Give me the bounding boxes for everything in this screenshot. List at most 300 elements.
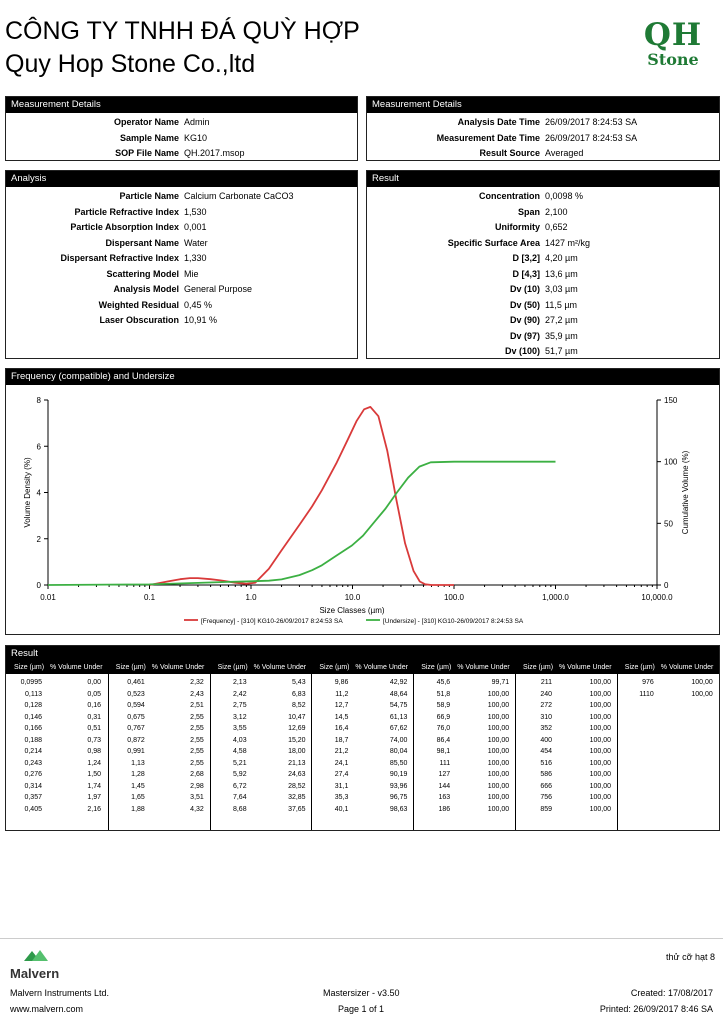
cell-volume: 3,51 — [190, 794, 204, 801]
cell-volume: 2,55 — [190, 725, 204, 732]
cell-size: 163 — [438, 794, 451, 801]
cell-volume: 100,00 — [487, 690, 510, 698]
kv-key: Specific Surface Area — [447, 237, 540, 248]
col-header-size: Size (µm) — [319, 664, 350, 671]
cell-volume: 28,52 — [288, 782, 306, 790]
cell-size: 5,92 — [232, 771, 247, 778]
y-tick-label: 2 — [36, 534, 41, 544]
cell-size: 16,4 — [334, 725, 349, 732]
kv-value: 0,45 % — [184, 299, 213, 310]
cell-size: 0,146 — [24, 713, 42, 721]
kv-value: 35,9 µm — [545, 330, 578, 341]
cell-size: 21,2 — [334, 748, 349, 755]
cell-volume: 100,00 — [589, 713, 611, 721]
cell-volume: 100,00 — [691, 679, 713, 686]
y-tick-label: 0 — [36, 581, 41, 590]
cell-size: 9,86 — [334, 679, 349, 686]
kv-row — [6, 282, 357, 298]
cell-size: 0,675 — [127, 713, 145, 721]
cell-volume: 2,98 — [190, 782, 204, 790]
cell-size: 8,68 — [232, 805, 247, 813]
col-header-size: Size (µm) — [421, 664, 452, 671]
measurement-details-left-panel — [5, 96, 358, 161]
cell-size: 7,64 — [232, 794, 247, 801]
kv-key: Laser Obscuration — [99, 315, 179, 325]
kv-key: Dv (97) — [509, 330, 540, 341]
kv-row — [367, 115, 719, 131]
cell-size: 272 — [540, 702, 552, 709]
cell-volume: 8,52 — [291, 702, 306, 709]
cell-size: 1,13 — [131, 759, 145, 767]
kv-list — [367, 189, 719, 360]
cell-volume: 2,51 — [190, 702, 204, 709]
kv-value: Admin — [184, 117, 210, 127]
cell-size: 58,9 — [436, 702, 451, 709]
cell-volume: 67,62 — [389, 725, 408, 732]
x-tick-label: 1,000.0 — [542, 593, 569, 602]
kv-value: 0,652 — [545, 222, 568, 232]
cell-size: 0,461 — [127, 679, 145, 686]
y2-axis-label: Cumulative Volume (%) — [681, 450, 690, 535]
cell-volume: 2,55 — [190, 736, 204, 744]
cell-volume: 100,00 — [487, 771, 510, 778]
kv-value: QH.2017.msop — [184, 148, 245, 158]
cell-volume: 0,73 — [87, 736, 101, 744]
kv-row — [6, 189, 357, 205]
kv-key: Particle Absorption Index — [70, 222, 179, 232]
cell-size: 4,03 — [232, 736, 247, 744]
x-tick-label: 100.0 — [443, 593, 465, 602]
panel-title: Measurement Details — [6, 97, 357, 113]
kv-row — [6, 298, 357, 314]
cell-volume: 96,75 — [389, 794, 408, 801]
cell-volume: 100,00 — [589, 725, 611, 732]
y2-tick-label: 50 — [664, 519, 673, 529]
cell-size: 1110 — [639, 690, 654, 698]
cell-volume: 85,50 — [389, 759, 408, 767]
table-column — [515, 674, 618, 830]
cell-size: 5,21 — [232, 759, 247, 767]
kv-row — [6, 220, 357, 236]
kv-row — [367, 220, 719, 236]
result-panel — [366, 170, 720, 359]
malvern-brand: Malvern — [10, 966, 60, 981]
kv-value: 13,6 µm — [545, 268, 578, 279]
table-column — [617, 674, 720, 830]
kv-row — [6, 131, 357, 147]
kv-value: 11,5 µm — [545, 299, 578, 310]
col-header-volume: % Volume Under — [151, 664, 205, 671]
kv-value: 0,001 — [184, 222, 207, 232]
cell-volume: 100,00 — [589, 679, 611, 686]
cell-size: 18,7 — [334, 736, 349, 744]
cell-size: 859 — [540, 805, 552, 813]
footer-divider — [0, 938, 723, 939]
chart-panel — [5, 368, 720, 635]
cell-size: 1,28 — [131, 771, 145, 778]
cell-size: 66,9 — [436, 713, 451, 721]
cell-size: 400 — [540, 736, 552, 744]
kv-key: Particle Name — [119, 191, 179, 201]
kv-value: 4,20 µm — [545, 253, 578, 263]
cell-size: 976 — [642, 679, 654, 686]
x-tick-label: 0.1 — [143, 593, 156, 602]
cell-size: 31,1 — [334, 782, 349, 790]
panel-title: Measurement Details — [367, 97, 719, 113]
kv-key: Measurement Date Time — [436, 132, 540, 143]
x-tick-label: 10.0 — [344, 593, 361, 602]
cell-volume: 24,63 — [288, 771, 306, 778]
cell-volume: 0,05 — [87, 690, 101, 698]
result-table-panel — [5, 645, 720, 831]
col-header-size: Size (µm) — [115, 664, 146, 671]
y2-tick-label: 0 — [664, 581, 669, 590]
cell-size: 4,58 — [232, 748, 247, 755]
cell-volume: 100,00 — [487, 759, 510, 767]
cell-volume: 21,13 — [288, 759, 306, 767]
legend-label: [Undersize] - [310] KG10-26/09/2017 8:24:53 SA — [383, 618, 524, 625]
cell-volume: 100,00 — [487, 805, 510, 813]
frequency-series-line — [150, 407, 455, 585]
col-header-volume: % Volume Under — [660, 664, 714, 671]
cell-volume: 100,00 — [487, 748, 510, 755]
cell-volume: 100,00 — [589, 794, 611, 801]
kv-row — [6, 115, 357, 131]
cell-size: 352 — [540, 725, 552, 732]
kv-key: Result Source — [479, 148, 540, 158]
kv-key: Span — [517, 206, 540, 217]
cell-volume: 15,20 — [288, 736, 306, 744]
cell-size: 0,276 — [24, 771, 42, 778]
cell-size: 3,55 — [232, 725, 247, 732]
cell-size: 51,8 — [436, 690, 451, 698]
cell-volume: 61,13 — [389, 713, 408, 721]
kv-row — [6, 205, 357, 221]
kv-value: Water — [184, 237, 208, 248]
cell-size: 0,214 — [24, 748, 42, 755]
kv-value: 1,330 — [184, 253, 207, 263]
cell-volume: 1,50 — [87, 771, 101, 778]
cell-size: 127 — [438, 771, 451, 778]
kv-key: Sample Name — [119, 132, 179, 143]
company-name: CÔNG TY TNHH ĐÁ QUỲ HỢP — [5, 17, 360, 45]
cell-volume: 74,00 — [389, 736, 408, 744]
cell-size: 0,113 — [25, 690, 42, 698]
kv-row — [367, 329, 719, 345]
analysis-panel — [5, 170, 358, 359]
cell-volume: 4,32 — [190, 805, 204, 813]
cell-volume: 42,92 — [389, 679, 408, 686]
kv-row — [6, 146, 357, 162]
cell-size: 0,0995 — [20, 679, 42, 686]
kv-value: Calcium Carbonate CaCO3 — [184, 191, 294, 201]
kv-value: KG10 — [184, 132, 208, 143]
cell-size: 0,405 — [24, 805, 42, 813]
software-version: Mastersizer - v3.50 — [323, 988, 400, 998]
kv-list — [6, 189, 357, 329]
cell-size: 0,357 — [24, 794, 42, 801]
table-column — [210, 674, 313, 830]
kv-key: D [3,2] — [512, 253, 540, 263]
kv-row — [367, 205, 719, 221]
y-axis-label: Volume Density (%) — [23, 457, 32, 528]
kv-row — [367, 251, 719, 267]
cell-size: 0,872 — [127, 736, 145, 744]
cell-size: 12,7 — [334, 702, 349, 709]
kv-row — [367, 189, 719, 205]
kv-row — [6, 313, 357, 329]
kv-value: 51,7 µm — [545, 346, 578, 356]
cell-size: 40,1 — [334, 805, 349, 813]
cell-size: 6,72 — [232, 782, 247, 790]
kv-value: 27,2 µm — [545, 315, 578, 325]
y2-tick-label: 150 — [664, 396, 678, 405]
kv-value: General Purpose — [184, 284, 253, 294]
logo-text-qh: QH — [643, 17, 703, 53]
kv-row — [367, 131, 719, 147]
cell-size: 14,5 — [334, 713, 349, 721]
y-tick-label: 8 — [36, 396, 41, 405]
kv-key: Dv (10) — [509, 284, 540, 294]
qh-stone-logo — [630, 17, 716, 69]
undersize-series-line — [48, 462, 556, 585]
kv-row — [367, 236, 719, 252]
cell-volume: 100,00 — [589, 805, 611, 813]
col-header-volume: % Volume Under — [559, 664, 612, 671]
cell-size: 0,314 — [24, 782, 42, 790]
kv-key: Dv (50) — [509, 299, 540, 310]
panel-title: Result — [6, 646, 719, 662]
kv-key: Concentration — [478, 191, 540, 201]
cell-volume: 99,71 — [491, 679, 510, 686]
kv-key: Particle Refractive Index — [74, 206, 179, 217]
y2-tick-label: 100 — [664, 457, 678, 467]
table-header — [6, 662, 719, 674]
kv-row — [367, 282, 719, 298]
col-header-size: Size (µm) — [217, 664, 248, 671]
cell-size: 240 — [540, 690, 552, 698]
y-tick-label: 4 — [36, 488, 41, 498]
cell-volume: 2,55 — [190, 748, 204, 755]
col-header-size: Size (µm) — [14, 664, 45, 671]
malvern-mountain-icon — [10, 948, 60, 962]
kv-row — [367, 298, 719, 314]
x-tick-label: 1.0 — [245, 593, 257, 602]
particle-size-chart — [6, 385, 719, 633]
table-column — [311, 674, 414, 830]
cell-volume: 1,97 — [87, 794, 101, 801]
cell-volume: 0,31 — [87, 713, 101, 721]
kv-value: 1427 m²/kg — [545, 237, 591, 248]
panel-title: Analysis — [6, 171, 357, 187]
cell-size: 24,1 — [334, 759, 349, 767]
kv-value: 2,100 — [545, 206, 568, 217]
cell-volume: 100,00 — [691, 690, 713, 698]
created-date: Created: 17/08/2017 — [630, 988, 713, 998]
cell-size: 2,75 — [232, 702, 247, 709]
col-header-size: Size (µm) — [624, 664, 655, 671]
cell-size: 144 — [438, 782, 451, 790]
kv-value: 10,91 % — [184, 315, 218, 325]
cell-volume: 1,24 — [87, 759, 101, 767]
kv-row — [6, 267, 357, 283]
kv-list — [6, 115, 357, 162]
kv-list — [367, 115, 719, 162]
cell-volume: 90,19 — [389, 771, 408, 778]
cell-volume: 100,00 — [589, 759, 611, 767]
y-tick-label: 6 — [36, 442, 41, 452]
cell-volume: 93,96 — [389, 782, 408, 790]
cell-volume: 32,85 — [288, 794, 306, 801]
cell-volume: 10,47 — [288, 713, 306, 721]
kv-row — [6, 251, 357, 267]
company-footer: Malvern Instruments Ltd. — [10, 988, 110, 998]
logo-text-stone: Stone — [647, 50, 699, 69]
cell-size: 211 — [540, 679, 552, 686]
cell-size: 45,6 — [436, 679, 451, 686]
cell-size: 1,65 — [131, 794, 145, 801]
cell-volume: 37,65 — [288, 805, 306, 813]
website-link[interactable]: www.malvern.com — [10, 1004, 84, 1014]
kv-key: Analysis Date Time — [457, 117, 540, 127]
cell-size: 186 — [438, 805, 451, 813]
cell-size: 516 — [540, 759, 552, 767]
cell-volume: 100,00 — [589, 690, 611, 698]
cell-volume: 2,43 — [190, 690, 204, 698]
cell-volume: 18,00 — [288, 748, 306, 755]
kv-key: Uniformity — [495, 222, 540, 232]
x-axis-label: Size Classes (µm) — [319, 606, 385, 615]
cell-size: 756 — [540, 794, 552, 801]
cell-volume: 0,00 — [87, 679, 101, 686]
cell-volume: 100,00 — [487, 702, 510, 709]
cell-size: 111 — [439, 759, 451, 767]
col-header-volume: % Volume Under — [253, 664, 307, 671]
cell-volume: 0,16 — [87, 702, 101, 709]
cell-volume: 2,32 — [190, 679, 204, 686]
cell-volume: 0,98 — [87, 748, 101, 755]
legend-label: [Frequency] - [310] KG10-26/09/2017 8:24:53 SA — [201, 618, 343, 625]
cell-size: 86,4 — [436, 736, 451, 744]
kv-row — [367, 146, 719, 162]
kv-key: Dv (90) — [509, 315, 540, 325]
kv-value: 1,530 — [184, 206, 207, 217]
cell-size: 35,3 — [334, 794, 349, 801]
page-number: Page 1 of 1 — [338, 1004, 385, 1014]
kv-key: Dv (100) — [504, 346, 540, 356]
cell-volume: 100,00 — [589, 736, 611, 744]
table-column — [413, 674, 516, 830]
cell-volume: 100,00 — [487, 713, 510, 721]
kv-key: Analysis Model — [113, 284, 179, 294]
cell-size: 586 — [540, 771, 552, 778]
cell-size: 0,188 — [24, 736, 42, 744]
cell-size: 2,42 — [232, 690, 247, 698]
cell-volume: 1,74 — [87, 782, 101, 790]
cell-size: 310 — [540, 713, 552, 721]
cell-volume: 100,00 — [487, 736, 510, 744]
cell-volume: 100,00 — [487, 782, 510, 790]
cell-volume: 100,00 — [589, 771, 611, 778]
col-header-size: Size (µm) — [523, 664, 554, 671]
cell-size: 0,991 — [127, 748, 145, 755]
cell-volume: 48,64 — [389, 690, 408, 698]
cell-volume: 54,75 — [389, 702, 408, 709]
cell-volume: 80,04 — [389, 748, 408, 755]
kv-value: 26/09/2017 8:24:53 SA — [545, 132, 638, 143]
kv-key: SOP File Name — [115, 148, 179, 158]
cell-size: 0,594 — [127, 702, 145, 709]
x-tick-label: 0.01 — [40, 593, 56, 602]
cell-volume: 100,00 — [589, 782, 611, 790]
table-column — [6, 674, 108, 830]
cell-volume: 100,00 — [589, 748, 611, 755]
cell-volume: 2,55 — [190, 713, 204, 721]
cell-size: 98,1 — [436, 748, 451, 755]
company-name-english: Quy Hop Stone Co.,ltd — [5, 50, 256, 78]
panel-title: Frequency (compatible) and Undersize — [6, 369, 719, 385]
cell-size: 3,12 — [232, 713, 247, 721]
cell-size: 666 — [540, 782, 552, 790]
kv-key: Dispersant Name — [105, 237, 179, 248]
printed-date: Printed: 26/09/2017 8:46 SA — [599, 1004, 713, 1014]
page-label: thử cỡ hạt 8 — [666, 952, 715, 962]
cell-size: 1,45 — [131, 782, 145, 790]
col-header-volume: % Volume Under — [457, 664, 510, 671]
kv-row — [367, 313, 719, 329]
kv-value: Mie — [184, 268, 199, 279]
cell-size: 0,243 — [24, 759, 42, 767]
kv-value: 0,0098 % — [545, 191, 584, 201]
kv-row — [367, 344, 719, 360]
cell-volume: 100,00 — [487, 794, 510, 801]
cell-size: 454 — [540, 748, 552, 755]
cell-volume: 0,51 — [87, 725, 101, 732]
cell-volume: 100,00 — [487, 725, 510, 732]
kv-value: 26/09/2017 8:24:53 SA — [545, 117, 638, 127]
cell-size: 0,128 — [24, 702, 42, 709]
cell-volume: 2,55 — [190, 759, 204, 767]
kv-key: Weighted Residual — [98, 299, 179, 310]
cell-volume: 12,69 — [288, 725, 306, 732]
kv-key: D [4,3] — [512, 268, 540, 279]
cell-volume: 6,83 — [291, 690, 306, 698]
col-header-volume: % Volume Under — [50, 664, 103, 671]
kv-row — [6, 236, 357, 252]
cell-volume: 2,68 — [190, 771, 204, 778]
cell-size: 0,523 — [127, 690, 145, 698]
kv-value: 3,03 µm — [545, 284, 578, 294]
malvern-logo — [10, 948, 60, 981]
table-column — [108, 674, 211, 830]
cell-volume: 98,63 — [389, 805, 408, 813]
kv-key: Dispersant Refractive Index — [60, 253, 179, 263]
cell-size: 27,4 — [334, 771, 349, 778]
cell-volume: 5,43 — [291, 679, 306, 686]
panel-title: Result — [367, 171, 719, 187]
cell-size: 11,2 — [335, 690, 349, 698]
x-tick-label: 10,000.0 — [641, 593, 673, 602]
cell-size: 0,166 — [24, 725, 42, 732]
col-header-volume: % Volume Under — [355, 664, 408, 671]
cell-size: 76,0 — [436, 725, 451, 732]
cell-volume: 100,00 — [589, 702, 611, 709]
kv-row — [367, 267, 719, 283]
kv-key: Scattering Model — [106, 268, 179, 279]
cell-size: 1,88 — [131, 805, 145, 813]
cell-volume: 2,16 — [87, 805, 101, 813]
cell-size: 2,13 — [232, 679, 247, 686]
